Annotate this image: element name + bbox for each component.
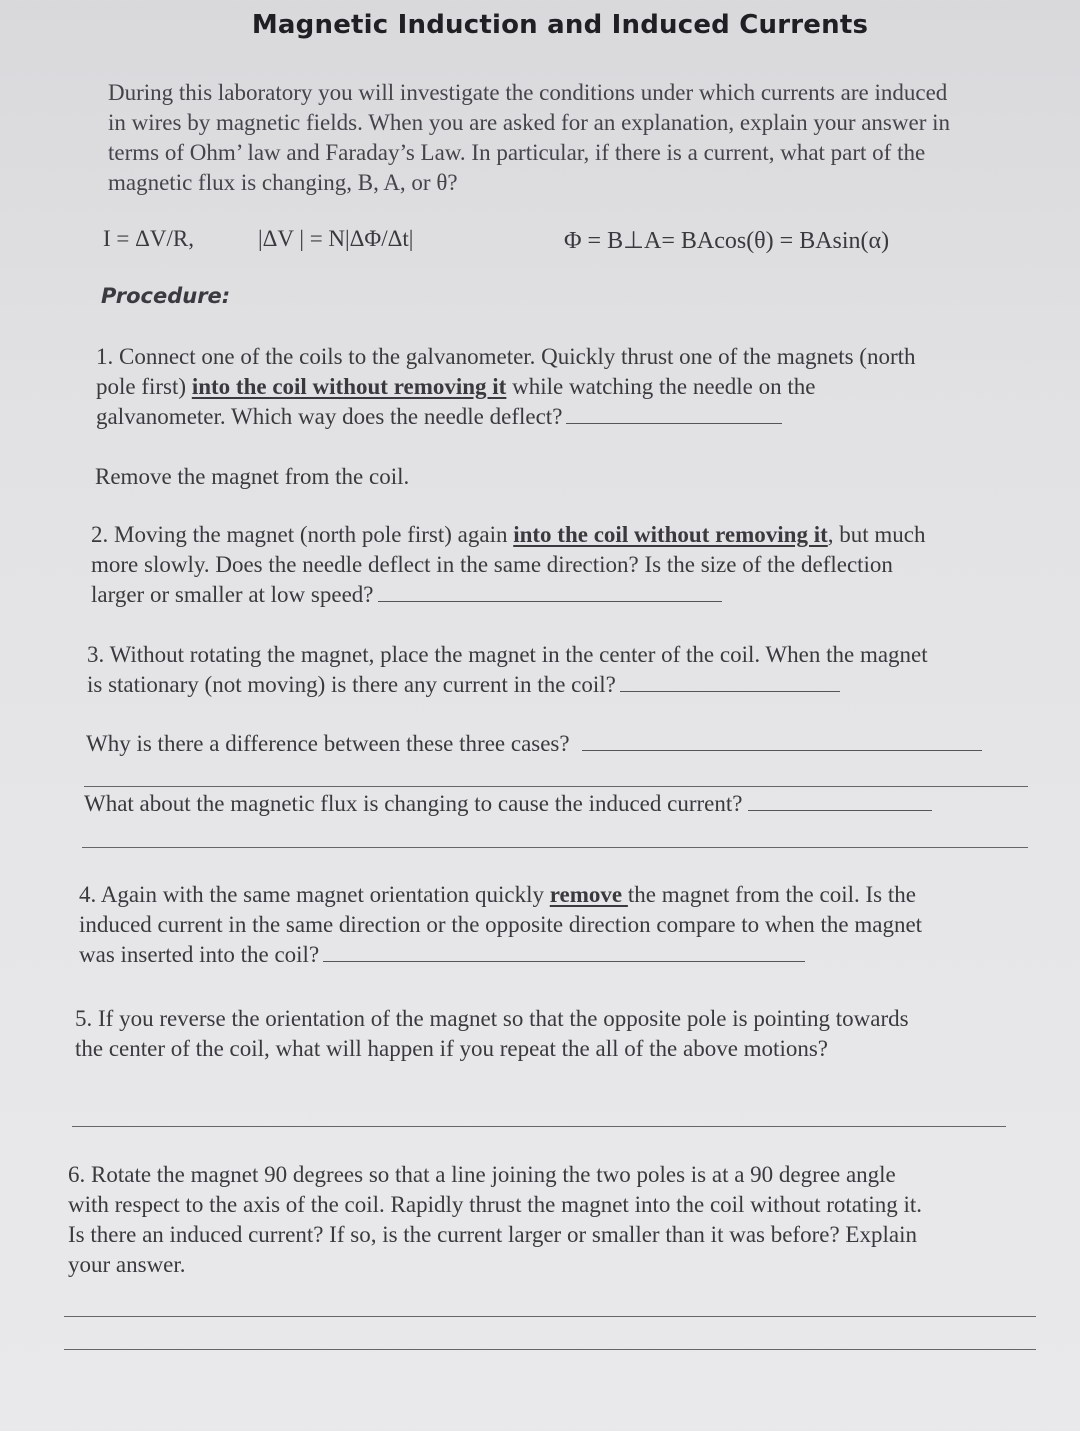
question-2-line	[91, 580, 926, 610]
question-6	[68, 1160, 922, 1280]
answer-blank[interactable]	[323, 960, 805, 962]
text-span: What about the magnetic flux is changing to cause the induced current?	[84, 791, 743, 816]
intro-line: magnetic flux is changing, B, A, or θ?	[108, 170, 458, 195]
answer-blank[interactable]	[566, 422, 782, 424]
question-2-line	[91, 520, 926, 550]
what-flux-line	[84, 789, 932, 819]
question-4-line: induced current in the same direction or the opposite direction compare to when the magnet	[79, 912, 923, 937]
answer-line[interactable]	[82, 847, 1028, 848]
text-span: , but much	[827, 522, 926, 547]
faradays-law-formula: |ΔV | = N|ΔΦ/Δt|	[258, 226, 414, 251]
text-span: Why is there a difference between these three cases?	[86, 731, 570, 756]
question-3-line	[87, 670, 928, 700]
answer-line[interactable]	[64, 1316, 1036, 1317]
text-span: 4. Again with the same magnet orientation quickly	[79, 882, 550, 907]
text-span: galvanometer. Which way does the needle deflect?	[96, 404, 563, 429]
intro-line: in wires by magnetic fields. When you are asked for an explanation, explain your answer in	[108, 110, 951, 135]
answer-blank[interactable]	[620, 690, 840, 692]
question-6-line: 6. Rotate the magnet 90 degrees so that a line joining the two poles is at a 90 degree angle	[68, 1162, 896, 1187]
question-2-line: more slowly. Does the needle deflect in the same direction? Is the size of the deflection	[91, 552, 893, 577]
answer-blank[interactable]	[582, 749, 982, 751]
intro-line: During this laboratory you will investigate the conditions under which currents are induced	[108, 80, 948, 105]
text-span: while watching the needle on the	[506, 374, 816, 399]
question-5-line: 5. If you reverse the orientation of the magnet so that the opposite pole is pointing towards	[75, 1006, 909, 1031]
question-6-line: Is there an induced current? If so, is the current larger or smaller than it was before? Explain	[68, 1222, 917, 1247]
question-5-line: the center of the coil, what will happen if you repeat the all of the above motions?	[75, 1036, 828, 1061]
answer-blank[interactable]	[748, 809, 932, 811]
question-4	[79, 880, 922, 970]
question-1-line: 1. Connect one of the coils to the galvanometer. Quickly thrust one of the magnets (north	[96, 344, 916, 369]
emphasis-text: remove	[549, 882, 628, 907]
text-span: 2. Moving the magnet (north pole first) again	[91, 522, 514, 547]
question-1-line	[96, 372, 916, 402]
text-span: the magnet from the coil. Is the	[627, 882, 916, 907]
procedure-heading: Procedure:	[101, 284, 231, 308]
text-span: is stationary (not moving) is there any current in the coil?	[87, 672, 616, 697]
emphasis-text: into the coil without removing it	[513, 522, 828, 547]
question-4-line	[79, 940, 922, 970]
ohms-law-formula: I = ΔV/R,	[103, 226, 195, 251]
intro-paragraph	[108, 78, 950, 198]
page-title: Magnetic Induction and Induced Currents	[251, 10, 869, 40]
question-6-line: your answer.	[68, 1252, 186, 1277]
magnetic-flux-formula: Φ = B⊥A= BAcos(θ) = BAsin(α)	[564, 228, 890, 254]
what-flux-question	[84, 789, 932, 819]
question-1-line	[96, 402, 916, 432]
question-5	[75, 1004, 909, 1064]
text-span: pole first)	[96, 374, 192, 399]
answer-blank[interactable]	[378, 600, 722, 602]
answer-line[interactable]	[64, 1349, 1036, 1350]
why-difference-line	[86, 729, 982, 759]
answer-line[interactable]	[84, 786, 1028, 787]
intro-line: terms of Ohm’ law and Faraday’s Law. In particular, if there is a current, what part of the	[108, 140, 926, 165]
question-4-line	[79, 880, 922, 910]
question-6-line: with respect to the axis of the coil. Rapidly thrust the magnet into the coil without rotating it.	[68, 1192, 923, 1217]
text-span: larger or smaller at low speed?	[91, 582, 374, 607]
question-2	[91, 520, 926, 610]
answer-line[interactable]	[72, 1126, 1006, 1127]
text-span: was inserted into the coil?	[79, 942, 320, 967]
instruction-remove-magnet: Remove the magnet from the coil.	[95, 464, 410, 489]
why-difference-question	[86, 729, 982, 759]
emphasis-text: into the coil without removing it	[191, 374, 507, 399]
question-3	[87, 640, 928, 700]
question-1	[96, 342, 916, 432]
question-3-line: 3. Without rotating the magnet, place the magnet in the center of the coil. When the magnet	[87, 642, 928, 667]
